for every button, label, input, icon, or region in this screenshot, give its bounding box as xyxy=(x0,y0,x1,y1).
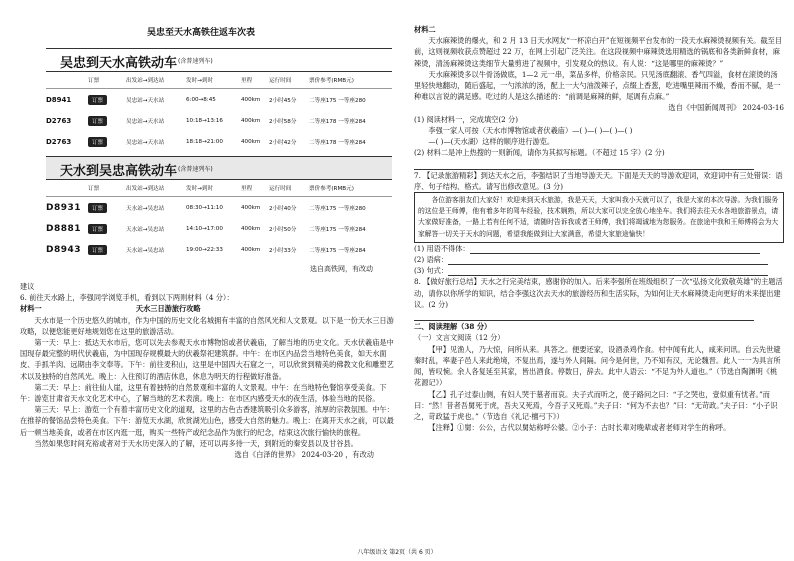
price: 二等座175 一等座280 xyxy=(309,97,366,104)
col-time: 发时→到时 xyxy=(186,186,214,192)
col-route: 出发站→到达站 xyxy=(126,186,165,192)
route: 天水站→吴忠站 xyxy=(126,247,165,254)
route: 天水站→吴忠站 xyxy=(126,205,165,212)
price: 二等座178 一等座284 xyxy=(309,139,366,146)
distance: 400km xyxy=(241,204,261,211)
table-row xyxy=(46,89,392,110)
col-distance: 里程 xyxy=(241,78,253,84)
welcome-speech-box xyxy=(414,192,784,243)
section-header-return xyxy=(46,156,392,180)
duration: 2小时33分 xyxy=(269,247,297,254)
passage-jia: 【甲】见渔人，乃大惊，问所从来。具答之。便要还家，设酒杀鸡作食。村中闻有此人，咸来问讯。自云先世避秦时乱，率妻子邑人来此绝境，不复出焉，遂与外人间隔。问今是何世，乃不知有汉，无论魏晋。此人一一为具言所闻，皆叹惋。余人各复延至其家，皆出酒食。停数日，辞去。此中人语云：“不足为外人道也。”（节选自陶渊明《桃花源记》） xyxy=(414,344,781,388)
section-header-outbound xyxy=(46,48,392,72)
train-number: D8881 xyxy=(46,223,82,234)
sub-question-2: (2) 材料二是冲上热搜的一则新闻，请你为其拟写标题。（不超过 15 字）(2 分) xyxy=(414,148,665,158)
jianyi-label: 建议 xyxy=(20,282,35,291)
route: 吴忠站→天水站 xyxy=(126,118,165,125)
distance: 400km xyxy=(241,225,261,232)
col-time: 发时→到时 xyxy=(186,78,214,84)
duration: 2小时42分 xyxy=(269,139,297,146)
book-button[interactable] xyxy=(88,203,126,213)
section-heading: 天水到吴忠高铁动车 xyxy=(60,164,178,179)
sub-question-1: (1) 阅读材料一，完成填空(2 分) xyxy=(414,114,518,124)
material-1-source: 选自《白泽的世界》 2024-03-20 ，有改动 xyxy=(234,450,374,460)
schedule-source: 选自高铁网，有改动 xyxy=(310,265,373,273)
section-heading: 吴忠到天水高铁动车 xyxy=(60,56,178,71)
duration: 2小时45分 xyxy=(269,97,297,104)
table-row xyxy=(46,197,392,218)
train-number: D8941 xyxy=(46,95,72,104)
material-2-label: 材料二 xyxy=(414,25,436,34)
col-route: 出发站→到达站 xyxy=(126,78,165,84)
schedule-section-return xyxy=(46,156,392,260)
duration: 2小时50分 xyxy=(269,226,297,233)
schedule-section-outbound xyxy=(46,48,392,152)
distance: 400km xyxy=(241,246,261,253)
price: 二等座175 一等座280 xyxy=(309,205,366,212)
train-number: D8943 xyxy=(46,244,82,255)
table-row xyxy=(46,218,392,239)
book-button[interactable] xyxy=(88,137,126,147)
distance: 400km xyxy=(241,117,261,124)
price: 二等座178 一等座284 xyxy=(309,118,366,125)
col-price: 票价参考(RMB元) xyxy=(309,78,354,84)
answer-line[interactable] xyxy=(414,310,784,321)
book-badge[interactable]: 订票 xyxy=(88,137,107,147)
route: 吴忠站→天水站 xyxy=(126,139,165,146)
fill-line-1: 李强一家人可按（天水市博物馆或者伏羲庙）—( )—( )—( )—( ) xyxy=(428,125,633,135)
material-1-label: 材料一 xyxy=(20,304,42,314)
material-2-para: 天水麻辣烫多以牛骨汤做底，1—2 元一串，菜品多样，价格亲民。只见汤底翻滚、香气四溢，食材在滚烫的汤里轻快地翻动，随后盛起，一勺浓浓的汤，配上一大勺油泼辣子，点缀上香葱，吃进嘴里辣而不燥，香而不腻，是一种难以言说的满足感。吃过的人是这么描述的：“前调是麻辣的鲜，尾调有点麻。” xyxy=(414,69,781,102)
table-row xyxy=(46,239,392,260)
question-7: 7. 【记录旅游精彩】到达天水之后，李强结识了当地导游天天。下面是天天的导游欢迎词，欢迎词中有三处错误：语序、句子结构、格式。请写出修改意见。(3 分) xyxy=(414,170,783,191)
book-badge[interactable]: 订票 xyxy=(88,245,107,255)
col-distance: 里程 xyxy=(241,186,253,192)
answer-line[interactable] xyxy=(414,158,784,169)
section-tag: (含普速列车) xyxy=(178,58,213,65)
depart-arrive-time: 19:00→22:33 xyxy=(186,246,223,253)
price: 二等座175 一等座284 xyxy=(309,226,366,233)
train-number: D8931 xyxy=(46,202,82,213)
book-button[interactable] xyxy=(88,245,126,255)
depart-arrive-time: 14:10→17:00 xyxy=(186,225,223,232)
col-book: 订票 xyxy=(88,78,100,84)
distance: 400km xyxy=(241,138,261,145)
table-header xyxy=(46,72,392,89)
route: 吴忠站→天水站 xyxy=(126,97,165,104)
table-row xyxy=(46,131,392,152)
section-classical: （一）文言文阅读（12 分） xyxy=(414,333,505,343)
q7-answer-2[interactable]: (2) 语病： xyxy=(414,254,784,265)
left-text-block xyxy=(20,281,394,460)
depart-arrive-time: 10:18→13:16 xyxy=(186,117,223,124)
material-1-header xyxy=(20,303,394,314)
col-book: 订票 xyxy=(88,186,100,192)
train-number: D2763 xyxy=(46,116,72,125)
distance: 400km xyxy=(241,96,261,103)
duration: 2小时40分 xyxy=(269,205,297,212)
duration: 2小时58分 xyxy=(269,118,297,125)
train-number: D2763 xyxy=(46,137,72,146)
q7-answer-3[interactable]: (3) 句式： xyxy=(414,265,784,276)
material-1-title: 天水三日游旅行攻略 xyxy=(135,304,201,314)
route: 天水站→吴忠站 xyxy=(126,226,165,233)
table-header xyxy=(46,180,392,197)
table-row xyxy=(46,110,392,131)
book-badge[interactable]: 订票 xyxy=(88,203,107,213)
col-duration: 运行时间 xyxy=(269,78,292,84)
material-1-para: 天水市是一个历史悠久的城市，作为中国的历史文化名城拥有丰富的自然风光和人文景观。以下是一份天水三日游攻略，以便您能更好地规划您在这里的旅游活动。 xyxy=(20,315,394,336)
book-badge[interactable]: 订票 xyxy=(88,95,107,105)
material-1-para: 第三天：早上：游览一个有着丰富历史文化的道观，这里的古色古香建筑吸引众多游客，浓厚的宗教氛围。中午：在推荐的餐馆品尝特色美食。下午：游览天水湖，欣赏湖光山色，感受大自然的魅力。晚上：在离开天水之前，可以最后一顿当地美食，或者在市区内逛一逛，购买一些特产或纪念品作为旅行的纪念，结束这次旅行愉快的旅程。 xyxy=(20,405,394,437)
page-footer: 八年级语文 第2页（共 6 页） xyxy=(357,549,437,556)
book-button[interactable] xyxy=(88,95,126,105)
col-duration: 运行时间 xyxy=(269,186,292,192)
material-2-para: 天水麻辣烫的爆火，和 2 月 13 日天水网友“一杯凉白开”在短视频平台发布的一段天水麻辣烫视频有关。截至目前，这则视频收获点赞超过 22 万，在网上引起广泛关注。在这段视频中麻辣烫选用精选的锅底和各类新鲜食材，麻辣烫，清汤麻辣烫这类细节大量剪进了视频中，引发观众的热议。有人说：“这是哪里的麻辣烫？” xyxy=(414,36,783,68)
question-8: 8. 【做好旅行总结】天水之行完美结束，感谢你的加入。后来李强所在班级组织了一次“弘扬文化致敬英雄”的主题活动，请你以你所学的知识，结合李强这次去天水的旅游经历和生活实际，为如何让天水麻辣烫走向更好的未来提出建议。(2 分) xyxy=(414,277,783,309)
question-6: 6. 前往天水路上，李强同学浏览手机，看到以下两则材料（4 分）： xyxy=(20,293,234,303)
schedule-title: 吴忠至天水高铁往返车次表 xyxy=(146,28,255,38)
book-badge[interactable]: 订票 xyxy=(88,116,107,126)
q7-answer-1[interactable]: (1) 用语不得体： xyxy=(414,243,784,254)
fill-line-2: —( )—(天水湖）这样的顺序进行游览。 xyxy=(428,137,555,147)
section-reading: 二、阅读理解（38 分） xyxy=(414,322,492,332)
outbound-rows xyxy=(46,89,392,152)
depart-arrive-time: 6:00→8:45 xyxy=(186,96,216,103)
col-price: 票价参考(RMB元) xyxy=(309,186,354,192)
depart-arrive-time: 08:30→11:10 xyxy=(186,204,223,211)
return-rows xyxy=(46,197,392,260)
welcome-speech: 各位游客朋友们大家好！欢迎来到天水旅游，我是天天，大家叫我小天就可以了，我是大家的本次导游。为我们服务的这位是王师傅，他有着多年的驾车经验，技术娴熟，所以大家可以完全放心地坐车。我们将去往天水各地旅游景点，请大家做好准备，一路上若有任何不适，请随时告诉我或者王师傅，我们将竭诚地为您服务。在旅途中我和王师傅将会为大家解答一切关于天水的问题，希望我能做到让大家满意，希望大家旅途愉快！ xyxy=(418,196,779,238)
material-1-para: 第一天：早上：抵达天水市后，您可以先去参观天水市博物馆或者伏羲庙，了解当地的历史文化。天水伏羲庙是中国现存最完整的明代伏羲庙，为中国现存规模最大的伏羲祭祀建筑群。中午：在市区内品尝当地特色美食，如天水面皮、手抓羊肉、远期由李文奉等。下午：前往麦积山，这里是中国四大石窟之一，可以欣赏到精美的佛教文化和雕塑艺术以及独特的自然风光。晚上：入住预订的酒店休息，休息为明天的行程做好准备。 xyxy=(20,338,394,381)
right-column xyxy=(402,0,794,561)
depart-arrive-time: 18:18→21:00 xyxy=(186,138,223,145)
book-button[interactable] xyxy=(88,116,126,126)
notes: 【注释】①舅：公公，古代以舅姑称呼公婆。②小子：古时长辈对晚辈或者老师对学生的称呼。 xyxy=(428,423,731,433)
right-text-block xyxy=(414,24,784,433)
book-badge[interactable]: 订票 xyxy=(88,224,107,234)
book-button[interactable] xyxy=(88,224,126,234)
material-2-source: 选自《中国新闻周刊》 2024-03-16 xyxy=(668,103,784,113)
section-tag: (含普速列车) xyxy=(178,166,213,173)
material-1-para: 第二天：早上：前往仙人崖，这里有着独特的自然景观和丰富的人文景观。中午：在当地特色餐馆享受美食。下午：游览甘肃省天水文化艺术中心，了解当地的艺术表演。晚上：在市区内感受天水的夜生活，体验当地的民俗。 xyxy=(20,382,387,404)
material-1-para: 当然如果您时间充裕或者对于天水历史深入的了解，还可以再多待一天，到附近的秦安县以及甘谷县。 xyxy=(34,438,358,448)
passage-yi: 【乙】孔子过泰山侧，有妇人哭于墓者而哀。夫子式而听之，使子路问之曰：“子之哭也，壹似重有忧者。”而曰：“然！昔者吾舅死于虎，吾夫又死焉，今吾子又死焉。”夫子曰：“何为不去也？”曰：“无苛政。”夫子曰：“小子识之，苛政猛于虎也。”（节选自《礼记·檀弓下》） xyxy=(414,389,778,421)
price: 二等座175 一等座284 xyxy=(309,247,366,254)
